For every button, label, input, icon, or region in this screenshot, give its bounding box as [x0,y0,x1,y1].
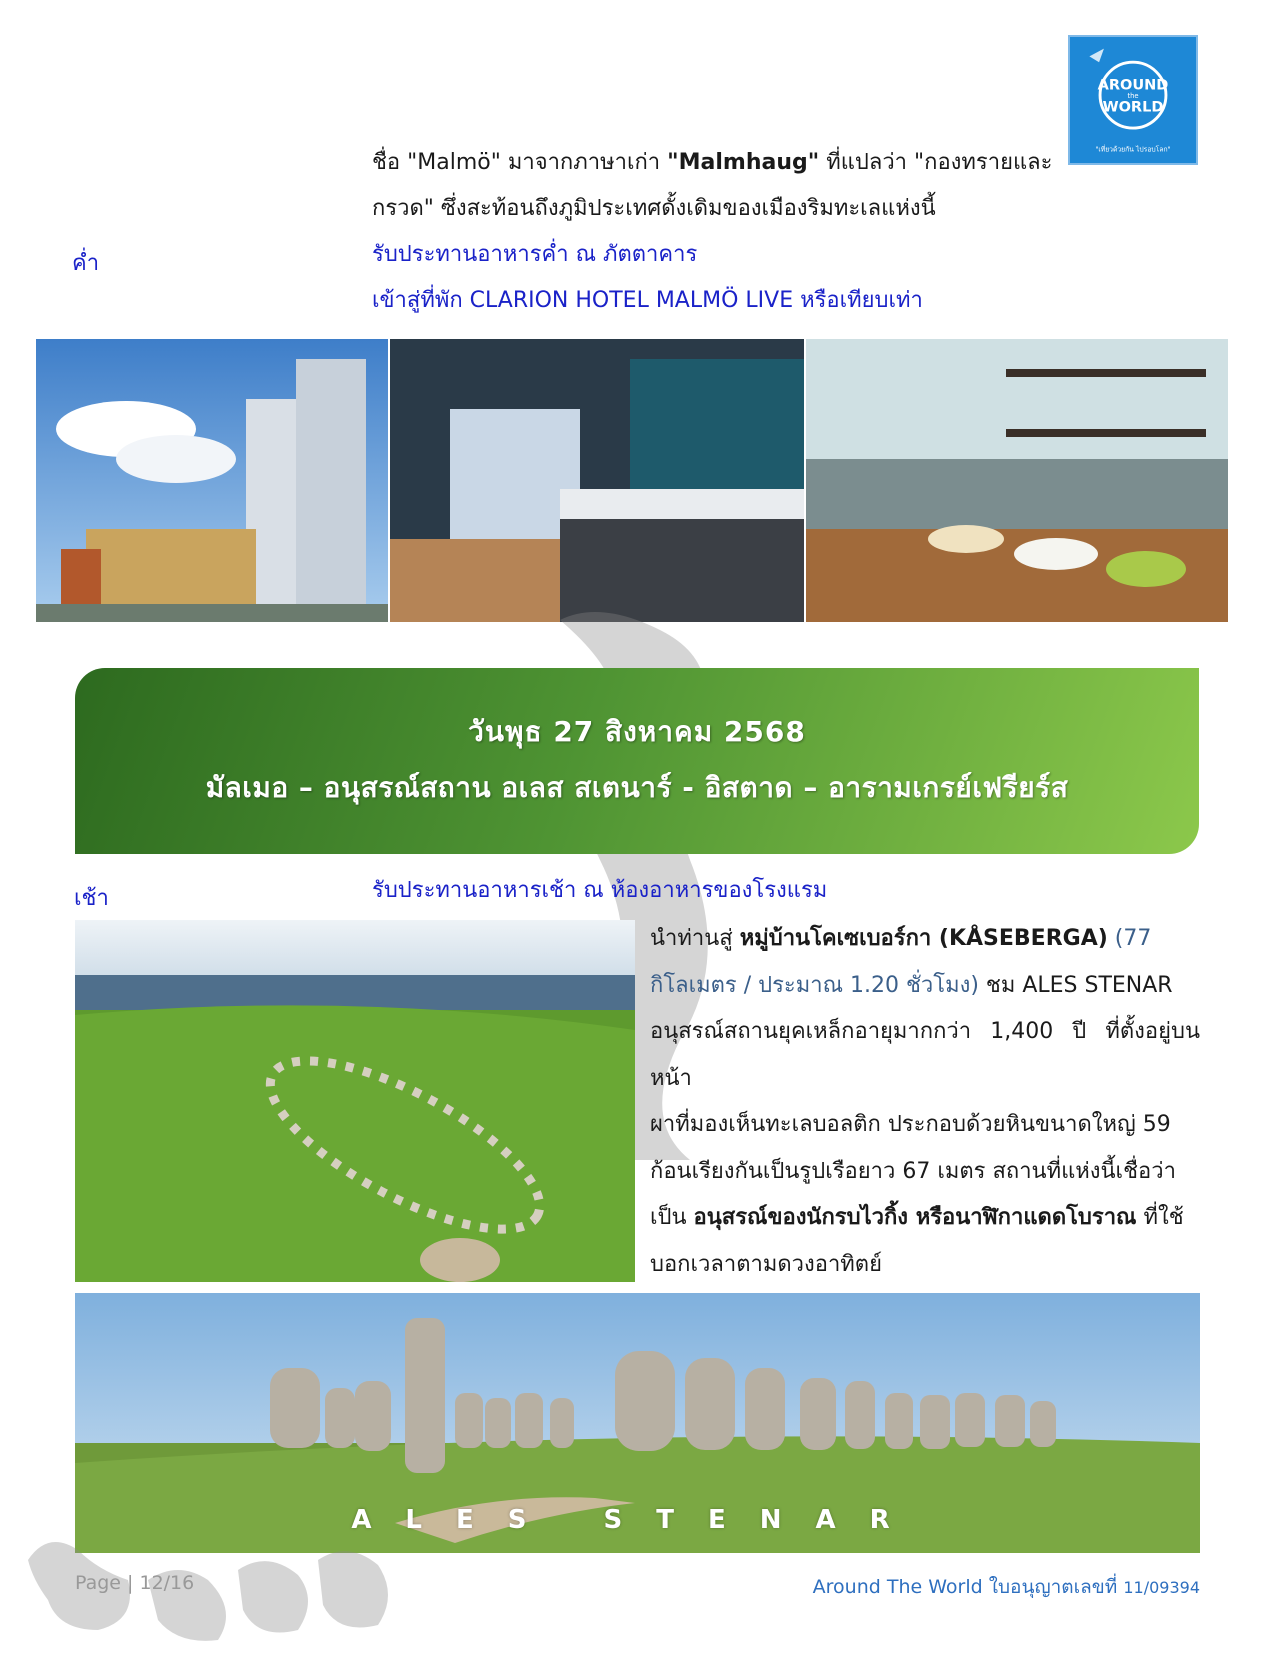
breakfast-label: เช้า [74,886,109,911]
dinner-label: ค่ำ [72,251,100,276]
hotel-breakfast-photo [806,339,1228,622]
ales-stenar-aerial-photo [75,920,635,1282]
ales-stenar-caption: ALES STENAR [351,1505,924,1535]
day-date: วันพุธ 27 สิงหาคม 2568 [468,715,806,748]
desc-line3: อนุสรณ์สถานยุคเหล็กอายุมากกว่า 1,400 ปี ที่ตั้งอยู่บนหน้า [650,1019,1200,1091]
hotel-exterior-photo [36,339,388,622]
desc-line1: นำท่านสู่ หมู่บ้านโคเซเบอร์กา (KÅSEBERGA) (77 [650,926,1152,951]
day-banner [75,668,1199,854]
desc-line6: เป็น อนุสรณ์ของนักรบไวกิ้ง หรือนาฬิกาแดดโบราณ ที่ใช้ [650,1205,1184,1230]
logo-line1: AROUND [1097,77,1169,94]
desc-line7: บอกเวลาตามดวงอาทิตย์ [650,1251,882,1277]
desc-line5: ก้อนเรียงกันเป็นรูปเรือยาว 67 เมตร สถานที่แห่งนี้เชื่อว่า [650,1158,1176,1184]
footer-page-number: Page | 12/16 [75,1572,195,1594]
desc-line2: กิโลเมตร / ประมาณ 1.20 ชั่วโมง) ชม ALES STENAR [650,972,1173,998]
breakfast-meal: รับประทานอาหารเช้า ณ ห้องอาหารของโรงแรม [372,878,828,903]
dinner-meal: รับประทานอาหารค่ำ ณ ภัตตาคาร [372,242,698,267]
intro-line2: กรวด" ซึ่งสะท้อนถึงภูมิประเทศดั้งเดิมของเมืองริมทะเลแห่งนี้ [372,196,936,221]
logo-line3: WORLD [1102,99,1164,116]
footer-company: Around The World [812,1576,983,1598]
hotel-room-photo [390,339,804,622]
desc-line4: ผาที่มองเห็นทะเลบอลติก ประกอบด้วยหินขนาดใหญ่ 59 [650,1112,1171,1137]
hotel-name: เข้าสู่ที่พัก CLARION HOTEL MALMÖ LIVE หรือเทียบเท่า [372,288,923,313]
day-route: มัลเมอ – อนุสรณ์สถาน อเลส สเตนาร์ - อิสตาด – อารามเกรย์เฟรียร์ส [205,771,1069,804]
logo-tagline: "เที่ยวด้วยกัน ไปรอบโลก" [1095,145,1171,154]
company-logo [1068,35,1198,165]
footer-license-label: ใบอนุญาตเลขที่ [982,1576,1124,1598]
footer-license [813,1572,1200,1602]
footer-license-number: 11/09394 [1123,1578,1200,1597]
ales-stenar-description [650,916,1200,1288]
logo-line2: the [1127,92,1139,101]
intro-line1: ชื่อ "Malmö" มาจากภาษาเก่า "Malmhaug" ที่แปลว่า "กองทรายและ [372,150,1053,175]
